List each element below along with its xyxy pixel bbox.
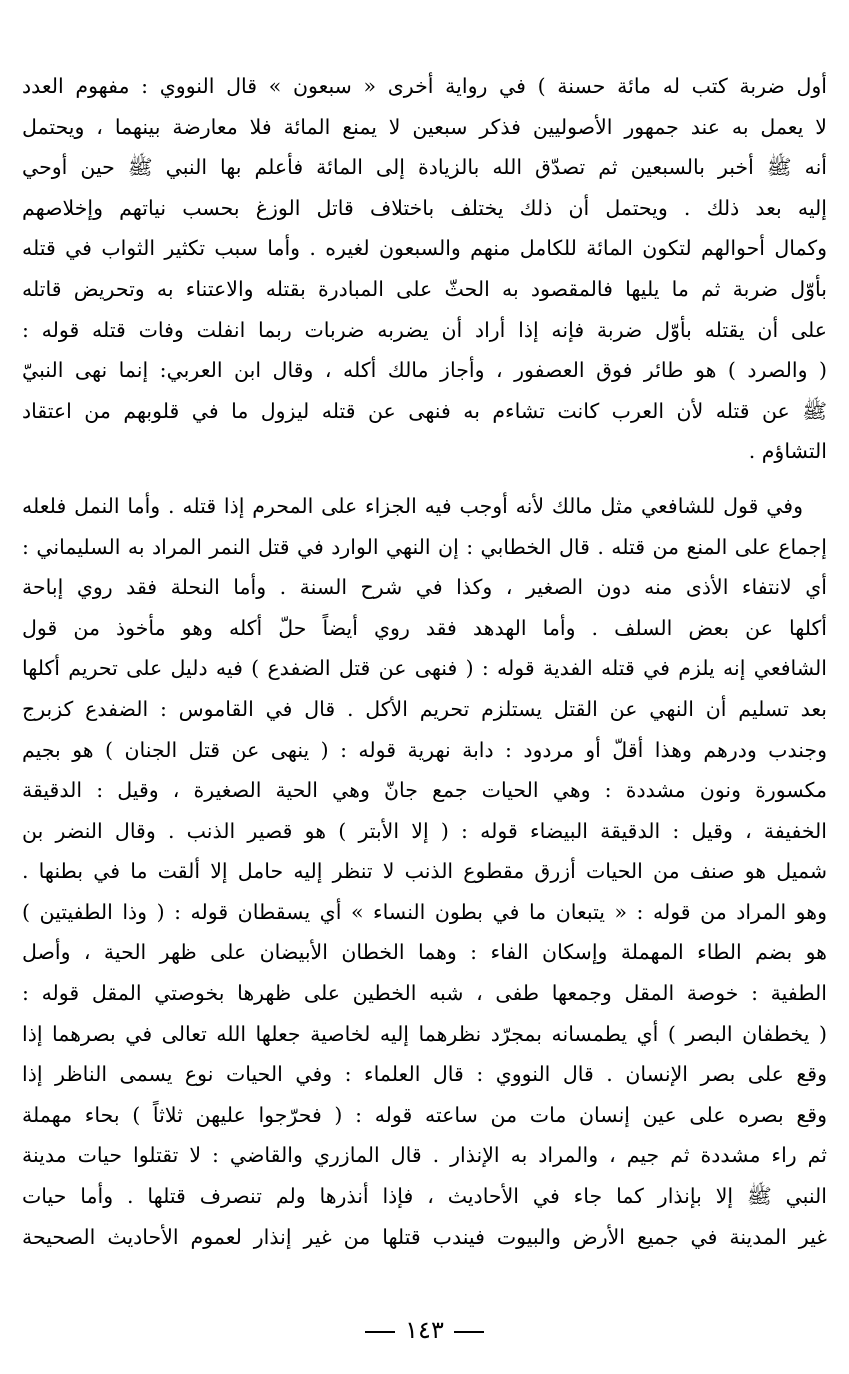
text-line: وهو المراد من قوله : « يتبعان ما في بطون النساء » أي يسقطان قوله : ( وذا الطفيتين ) xyxy=(22,899,827,924)
text-line: أكلها عن بعض السلف . وأما الهدهد فقد روي أيضاً حلّ أكله وهو مأخوذ من قول xyxy=(22,615,827,640)
text-line: وقع على بصر الإنسان . قال النووي : قال العلماء : وفي الحيات نوع يسمى الناظر إذا xyxy=(22,1062,827,1087)
paragraph-1 xyxy=(22,66,827,472)
text-line: بعد تسليم أن النهي عن القتل يستلزم تحريم الأكل . قال في القاموس : الضفدع كزبرج xyxy=(22,696,827,721)
text-line: ( يخطفان البصر ) أي يطمسانه بمجرّد نظرهما إليه لخاصية جعلها الله تعالى في بصرهما إذا xyxy=(22,1021,827,1046)
text-line: وجندب ودرهم وهذا أقلّ أو مردود : دابة نهرية قوله : ( ينهى عن قتل الجنان ) هو بجيم xyxy=(22,737,827,762)
text-line: وكمال أحوالهم لتكون المائة للكامل منهم والسبعون لغيره . وأما سبب تكثير الثواب في قتله xyxy=(22,236,827,261)
footer-dash-left xyxy=(365,1331,395,1333)
text-line: الطفية : خوصة المقل وجمعها طفى ، شبه الخطين على ظهرها بخوصتي المقل قوله : xyxy=(22,981,827,1006)
text-line: ثم راء مشددة ثم جيم ، والمراد به الإنذار . قال المازري والقاضي : لا تقتلوا حيات مدينة xyxy=(22,1143,827,1168)
text-line: أي لانتفاء الأذى منه دون الصغير ، وكذا في شرح السنة . وأما النحلة فقد روي إباحة xyxy=(22,575,827,600)
text-line: إجماع على المنع من قتله . قال الخطابي : إن النهي الوارد في قتل النمر المراد به السليماني : xyxy=(22,534,827,559)
text-line: أنه ﷺ أخبر بالسبعين ثم تصدّق الله بالزيادة إلى المائة فأعلم بها النبي ﷺ حين أوحي xyxy=(22,155,827,180)
paragraph-2 xyxy=(22,486,827,1257)
text-line: مكسورة ونون مشددة : وهي الحيات جمع جانّ وهي الحية الصغيرة ، وقيل : الدقيقة xyxy=(22,778,827,803)
text-line: الخفيفة ، وقيل : الدقيقة البيضاء قوله : ( إلا الأبتر ) هو قصير الذنب . وقال النضر بن xyxy=(22,818,827,843)
text-line: على أن يقتله بأوّل ضربة فإنه إذا أراد أن يضربه ضربات ربما انفلت وفات قتله قوله : xyxy=(22,317,827,342)
page-number: ١٤٣ xyxy=(405,1316,444,1344)
text-line: لا يعمل به عند جمهور الأصوليين فذكر سبعين لا يمنع المائة فلا معارضة بينهما ، ويحتمل xyxy=(22,114,827,139)
text-line: غير المدينة في جميع الأرض والبيوت فيندب قتلها من غير إنذار لعموم الأحاديث الصحيحة xyxy=(22,1224,827,1249)
paragraph-gap xyxy=(22,472,827,486)
page-body xyxy=(22,66,827,1366)
text-line: ﷺ عن قتله لأن العرب كانت تشاءم به فنهى عن قتله ليزول ما في قلوبهم من اعتقاد xyxy=(22,398,827,423)
text-line: بأوّل ضربة ثم ما يليها فالمقصود به الحثّ على المبادرة بقتله والاعتناء به وتحريض قاتله xyxy=(22,276,827,301)
text-line: النبي ﷺ إلا بإنذار كما جاء في الأحاديث ، فإذا أنذرها ولم تنصرف قتلها . وأما حيات xyxy=(22,1184,827,1209)
text-line: الشافعي إنه يلزم في قتله الفدية قوله : ( فنهى عن قتل الضفدع ) فيه دليل على تحريم أكلها xyxy=(22,656,827,681)
footer-dash-right xyxy=(454,1331,484,1333)
text-line: أول ضربة كتب له مائة حسنة ) في رواية أخرى « سبعون » قال النووي : مفهوم العدد xyxy=(22,74,827,98)
text-line: التشاؤم . xyxy=(748,439,827,464)
text-line: شميل هو صنف من الحيات أزرق مقطوع الذنب لا تنظر إليه حامل إلا ألقت ما في بطنها . xyxy=(22,859,827,884)
text-line: وقع بصره على عين إنسان مات من ساعته قوله : ( فحرّجوا عليهن ثلاثاً ) بحاء مهملة xyxy=(22,1102,827,1127)
text-line: وفي قول للشافعي مثل مالك لأنه أوجب فيه الجزاء على المحرم إذا قتله . وأما النمل فلعله xyxy=(22,493,803,518)
text-line: هو بضم الطاء المهملة وإسكان الفاء : وهما الخطان الأبيضان على ظهر الحية ، وأصل xyxy=(22,940,827,965)
text-line: إليه بعد ذلك . ويحتمل أن ذلك يختلف باختلاف قاتل الوزغ بحسب نياتهم وإخلاصهم xyxy=(22,195,827,220)
text-line: ( والصرد ) هو طائر فوق العصفور ، وأجاز مالك أكله ، وقال ابن العربي: إنما نهى النبيّ xyxy=(22,358,827,383)
page-footer xyxy=(0,1316,849,1344)
